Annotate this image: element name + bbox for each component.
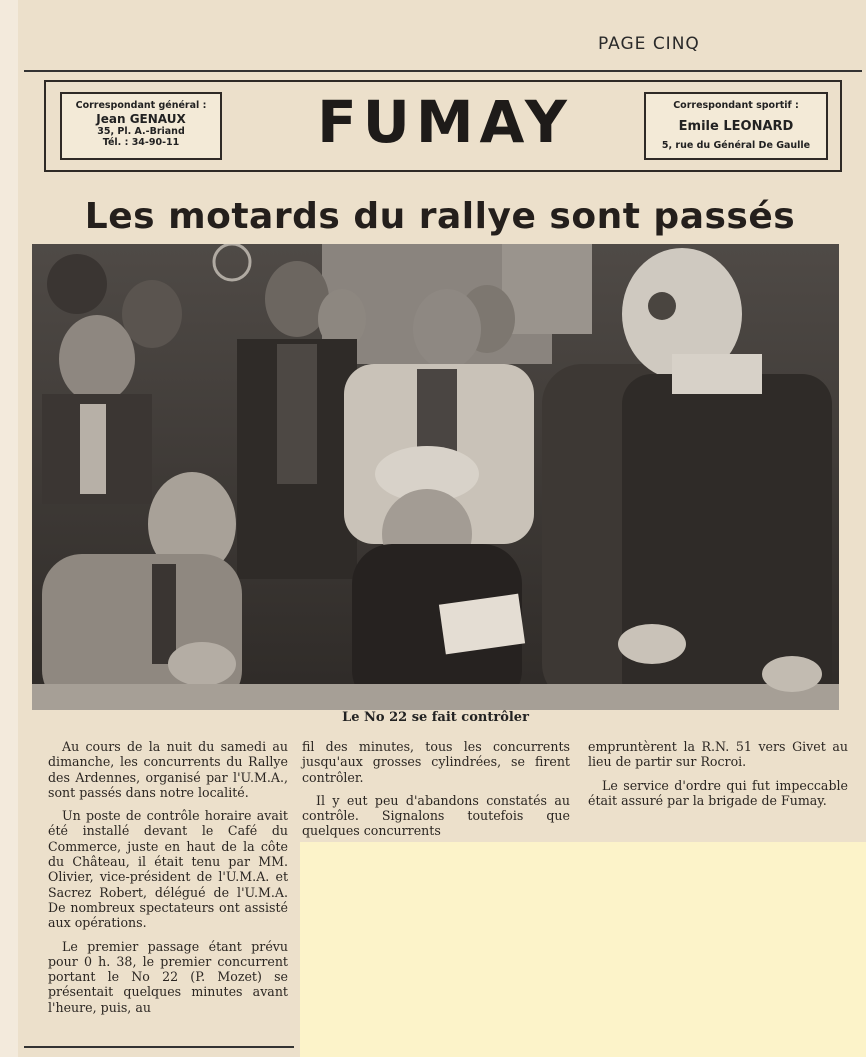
article-headline: Les motards du rallye sont passés: [84, 196, 796, 237]
general-correspondent-box: [60, 92, 222, 160]
town-header: [44, 80, 842, 172]
photo-caption: Le No 22 se fait contrôler: [342, 710, 529, 725]
paragraph: empruntèrent la R.N. 51 vers Givet au lieu de partir sur Rocroi.: [588, 739, 848, 770]
blank-paper-patch: [300, 842, 866, 1057]
general-correspondent-label: Correspondant général :: [75, 100, 207, 111]
paragraph: Un poste de contrôle horaire avait été installé devant le Café du Commerce, juste en haut de la côte du Château, il était tenu par MM. Olivier, vice-président de l'U.M.A. et Sacrez Robert, délégué de l'U.M.A. De nombreux spectateurs ont assisté aux opérations.: [48, 808, 288, 931]
general-correspondent-phone: Tél. : 34-90-11: [102, 137, 180, 148]
paragraph: Le premier passage étant prévu pour 0 h. 38, le premier concurrent portant le No 22 (P. Mozet) se présentait quelques minutes avant l'heure, puis, au: [48, 938, 288, 1015]
article-photo: [32, 244, 839, 710]
town-name: FUMAY: [317, 88, 573, 156]
article-column-2: [302, 739, 570, 847]
general-correspondent-address: 35, Pl. A.-Briand: [97, 126, 185, 137]
article-column-3: [588, 739, 848, 816]
photo-illustration: [32, 244, 839, 710]
paragraph: Il y eut peu d'abandons constatés au contrôle. Signalons toutefois que quelques concurrents: [302, 792, 570, 839]
paragraph: Au cours de la nuit du samedi au dimanche, les concurrents du Rallye des Ardennes, organisé par l'U.M.A., sont passés dans notre localité.: [48, 739, 288, 800]
article-column-1: [48, 739, 288, 1023]
sports-correspondent-box: [644, 92, 828, 160]
page-label: PAGE CINQ: [598, 34, 700, 54]
bottom-rule: [24, 1046, 294, 1048]
paragraph: Le service d'ordre qui fut impeccable était assuré par la brigade de Fumay.: [588, 777, 848, 808]
sports-correspondent-name: Emile LEONARD: [678, 119, 794, 134]
top-rule: [24, 70, 862, 72]
general-correspondent-name: Jean GENAUX: [96, 112, 186, 126]
scan-left-edge: [0, 0, 18, 1057]
sports-correspondent-label: Correspondant sportif :: [673, 100, 799, 111]
paragraph: fil des minutes, tous les concurrents jusqu'aux grosses cylindrées, se firent contrôler.: [302, 739, 570, 785]
sports-correspondent-address: 5, rue du Général De Gaulle: [661, 140, 811, 151]
